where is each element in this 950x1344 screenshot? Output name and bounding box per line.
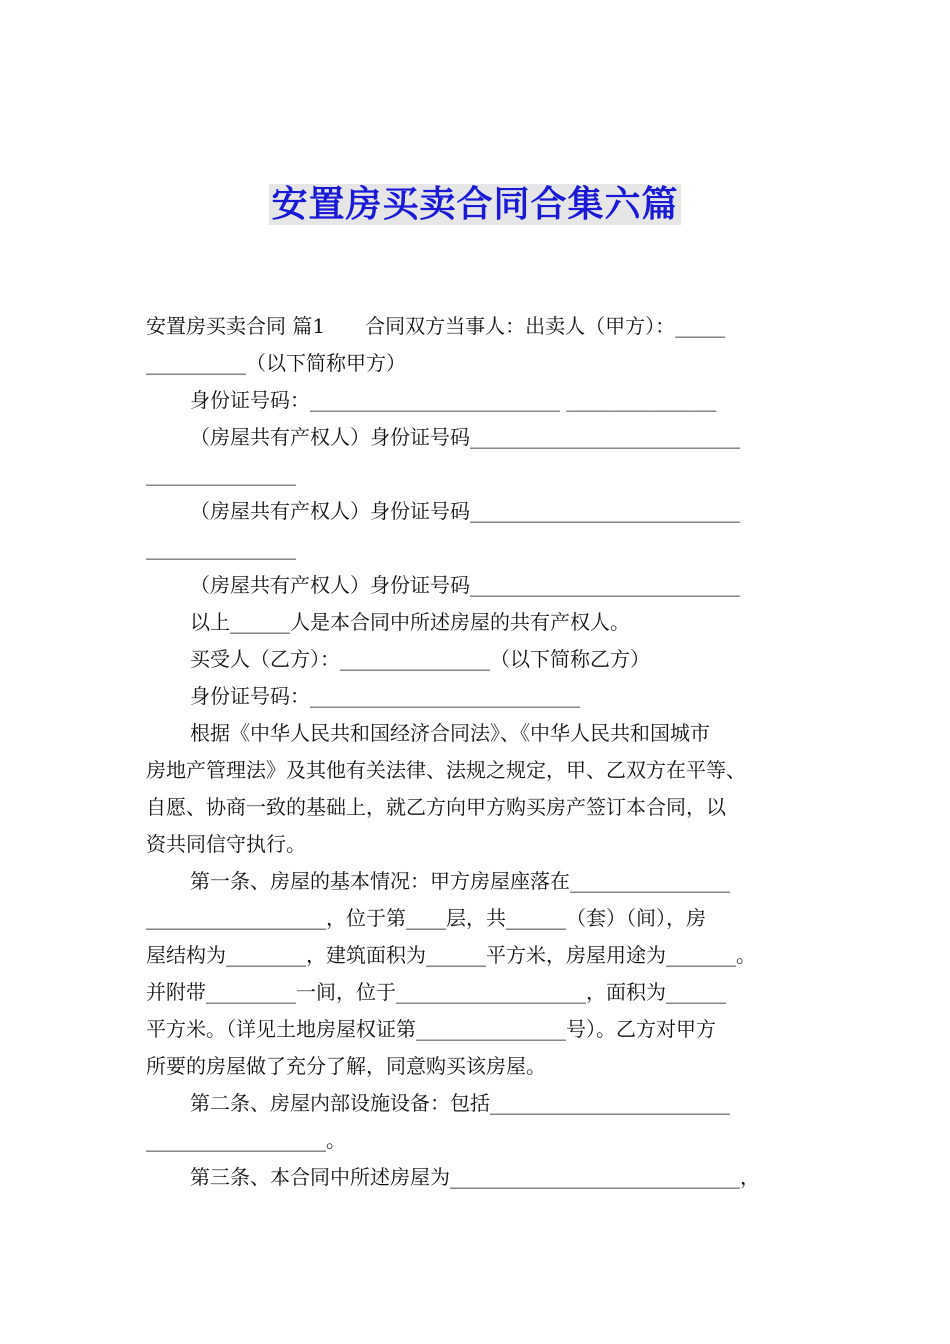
text-line: 安置房买卖合同 篇1 合同双方当事人：出卖人（甲方）：_____ xyxy=(146,314,726,338)
text-line: 平方米。（详见土地房屋权证第_______________号）。乙方对甲方 xyxy=(146,1017,716,1041)
document-body xyxy=(146,308,810,1196)
text-line: _______________ xyxy=(146,462,296,486)
text-line: 所要的房屋做了充分了解，同意购买该房屋。 xyxy=(146,1054,546,1078)
text-line: 第二条、房屋内部设施设备：包括________________________ xyxy=(190,1091,730,1115)
document-title xyxy=(0,176,950,227)
text-line: 第三条、本合同中所述房屋为_____________________________， xyxy=(190,1165,760,1189)
text-line: __________（以下简称甲方） xyxy=(146,351,406,375)
text-line: _______________ xyxy=(146,536,296,560)
text-line: 身份证号码：___________________________ xyxy=(190,684,580,708)
text-line: 资共同信守执行。 xyxy=(146,832,306,856)
text-line: 根据《中华人民共和国经济合同法》、《中华人民共和国城市 xyxy=(190,721,710,745)
text-line: （房屋共有产权人）身份证号码___________________________ xyxy=(190,499,740,523)
document-title-text: 安置房买卖合同合集六篇 xyxy=(271,184,679,225)
text-line: 屋结构为________，建筑面积为______平方米，房屋用途为_______。 xyxy=(146,943,756,967)
text-line: 身份证号码：_________________________ _______________ xyxy=(190,388,717,412)
text-line: 第一条、房屋的基本情况：甲方房屋座落在________________ xyxy=(190,869,730,893)
text-line: （房屋共有产权人）身份证号码___________________________ xyxy=(190,573,740,597)
text-line: 房地产管理法》及其他有关法律、法规之规定，甲、乙双方在平等、 xyxy=(146,758,746,782)
text-line: 自愿、协商一致的基础上，就乙方向甲方购买房产签订本合同，以 xyxy=(146,795,726,819)
text-line: __________________。 xyxy=(146,1128,346,1152)
text-line: 买受人（乙方）：_______________（以下简称乙方） xyxy=(190,647,650,671)
text-line: __________________，位于第____层，共______（套）（间），房 xyxy=(146,906,706,930)
text-line: 并附带_________一间，位于___________________，面积为______ xyxy=(146,980,726,1004)
text-line: （房屋共有产权人）身份证号码___________________________ xyxy=(190,425,740,449)
text-line: 以上______人是本合同中所述房屋的共有产权人。 xyxy=(190,610,630,634)
